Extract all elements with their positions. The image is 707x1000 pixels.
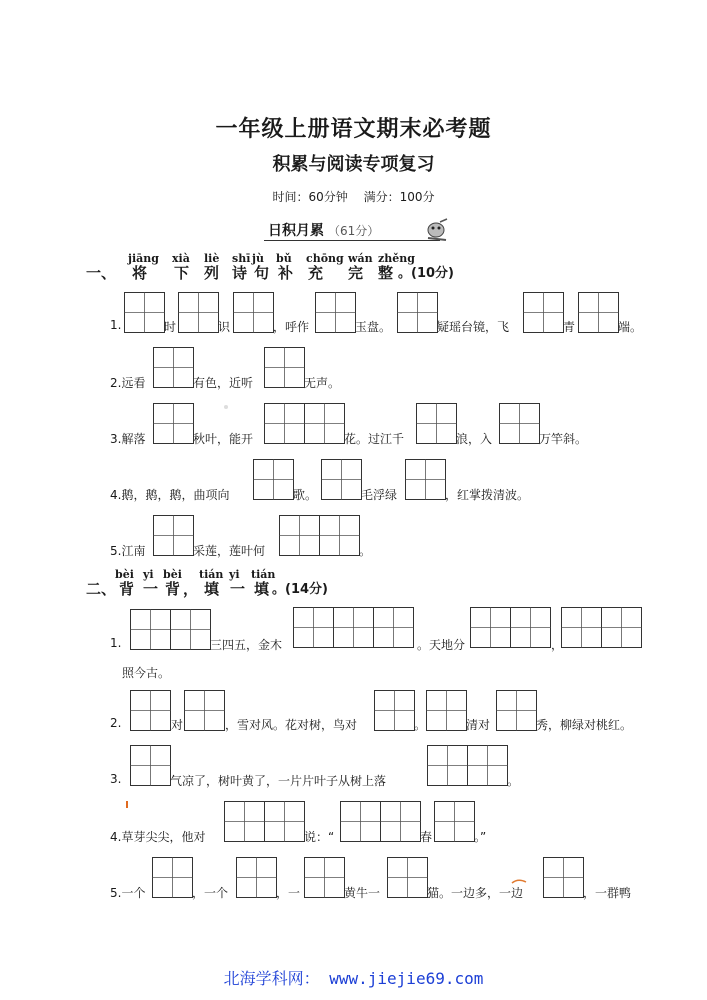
line-text: 猫。一边多，一边 — [427, 886, 524, 900]
line-text: 4.草芽尖尖，他对 — [110, 830, 206, 844]
pinyin: shī — [232, 252, 251, 265]
answer-box[interactable] — [153, 403, 194, 444]
line-text: 秀，柳绿对桃红。 — [536, 718, 633, 732]
line-text: 时 — [164, 320, 177, 334]
answer-box[interactable] — [578, 292, 619, 333]
writing-grid — [224, 801, 305, 842]
line-text: ，一群鸭 — [583, 886, 632, 900]
line-text: 毛浮绿 — [361, 488, 398, 502]
question-points: 。(10分) — [398, 266, 454, 281]
answer-box[interactable] — [153, 347, 194, 388]
question-number: 二、 — [86, 580, 117, 598]
writing-grid — [264, 403, 345, 444]
writing-grid — [523, 292, 564, 333]
answer-box[interactable] — [470, 607, 551, 648]
line-text: 说：“ — [304, 830, 335, 844]
pinyin: tián — [199, 568, 224, 581]
pinyin: jiāng — [128, 252, 159, 265]
line-text: 3.解落 — [110, 432, 146, 446]
section-underline — [264, 240, 440, 241]
line-text: ，呼作 — [273, 320, 310, 334]
line-text: 。 — [414, 718, 427, 732]
answer-box[interactable] — [561, 607, 642, 648]
heading-char: 一 — [143, 580, 159, 598]
writing-grid — [427, 745, 508, 786]
pinyin: bèi — [115, 568, 134, 581]
answer-box[interactable] — [304, 857, 345, 898]
answer-box[interactable] — [233, 292, 274, 333]
answer-box[interactable] — [397, 292, 438, 333]
heading-char: 下 — [174, 264, 190, 282]
line-text: 1. — [110, 636, 122, 650]
writing-grid — [153, 515, 194, 556]
heading-char: 填 — [254, 580, 270, 598]
writing-grid — [279, 515, 360, 556]
answer-box[interactable] — [130, 745, 171, 786]
heading-char: 背 — [165, 580, 181, 598]
writing-grid — [416, 403, 457, 444]
writing-grid — [153, 347, 194, 388]
heading-char: 完 — [348, 264, 364, 282]
answer-box[interactable] — [236, 857, 277, 898]
orange-speck-mark — [510, 876, 528, 886]
line-text: 5.一个 — [110, 886, 146, 900]
writing-grid — [387, 857, 428, 898]
exam-meta — [0, 188, 707, 205]
line-text: 浪，入 — [456, 432, 493, 446]
writing-grid — [374, 690, 415, 731]
writing-grid — [405, 459, 446, 500]
pinyin: jù — [252, 252, 264, 265]
line-text: 气凉了，树叶黄了，一片片叶子从树上落 — [170, 774, 387, 788]
answer-box[interactable] — [434, 801, 475, 842]
line-text: 对 — [171, 718, 184, 732]
answer-box[interactable] — [405, 459, 446, 500]
writing-grid — [426, 690, 467, 731]
heading-char: 填 — [204, 580, 220, 598]
answer-box[interactable] — [224, 801, 305, 842]
writing-grid — [293, 607, 414, 648]
scan-speck-mark — [222, 402, 230, 412]
line-text: 识 — [218, 320, 231, 334]
line-text: 春 — [420, 830, 433, 844]
line-text: ，一个 — [192, 886, 229, 900]
writing-grid — [340, 801, 421, 842]
time-limit: 时间：60分钟 — [272, 190, 348, 204]
heading-char: 列 — [204, 264, 220, 282]
line-text: 端。 — [618, 320, 643, 334]
line-text: 3. — [110, 772, 122, 786]
page-subtitle: 积累与阅读专项复习 — [272, 154, 435, 175]
heading-char: 背 — [119, 580, 135, 598]
pinyin: chōng — [306, 252, 344, 265]
pinyin: tián — [251, 568, 276, 581]
answer-box[interactable] — [253, 459, 294, 500]
page-title: 一年级上册语文期末必考题 — [215, 117, 492, 142]
answer-box[interactable] — [293, 607, 414, 648]
answer-box[interactable] — [124, 292, 165, 333]
writing-grid — [178, 292, 219, 333]
answer-box[interactable] — [374, 690, 415, 731]
pinyin: zhěng — [378, 252, 415, 265]
line-text: 清对 — [466, 718, 491, 732]
line-text: 歌。 — [293, 488, 318, 502]
writing-grid — [561, 607, 642, 648]
line-text: 有色，近听 — [193, 376, 254, 390]
line-text: 4.鹅，鹅，鹅，曲项向 — [110, 488, 230, 502]
writing-grid — [543, 857, 584, 898]
pinyin: wán — [348, 252, 373, 265]
heading-char: 诗 — [232, 264, 248, 282]
footer-watermark: 北海学科网： www.jiejie69.com — [223, 969, 484, 988]
writing-grid — [184, 690, 225, 731]
answer-box[interactable] — [321, 459, 362, 500]
writing-grid — [124, 292, 165, 333]
answer-box[interactable] — [130, 609, 211, 650]
pinyin: liè — [204, 252, 220, 265]
question-number: 一、 — [86, 264, 117, 282]
heading-char: ， — [183, 580, 199, 598]
line-text: 花。过江千 — [344, 432, 405, 446]
full-score: 满分：100分 — [363, 190, 435, 204]
writing-grid — [397, 292, 438, 333]
answer-box[interactable] — [315, 292, 356, 333]
orange-speck-mark — [124, 800, 130, 810]
heading-char: 将 — [132, 264, 148, 282]
line-text: 。 — [359, 544, 372, 558]
answer-box[interactable] — [152, 857, 193, 898]
section-name: 日积月累 — [268, 223, 324, 239]
heading-char: 整 — [378, 264, 394, 282]
line-text: ，雪对风。花对树，鸟对 — [225, 718, 358, 732]
answer-box[interactable] — [279, 515, 360, 556]
question-points: 。(14分) — [272, 582, 328, 597]
line-text: 黄牛一 — [344, 886, 381, 900]
writing-grid — [130, 609, 211, 650]
heading-char: 补 — [278, 264, 294, 282]
answer-box[interactable] — [416, 403, 457, 444]
writing-grid — [321, 459, 362, 500]
writing-grid — [496, 690, 537, 731]
answer-box[interactable] — [153, 515, 194, 556]
writing-grid — [236, 857, 277, 898]
writing-grid — [470, 607, 551, 648]
writing-grid — [253, 459, 294, 500]
answer-box[interactable] — [543, 857, 584, 898]
writing-grid — [152, 857, 193, 898]
pinyin: xià — [172, 252, 190, 265]
line-text: 秋叶，能开 — [193, 432, 254, 446]
line-text: 采莲，莲叶何 — [193, 544, 266, 558]
answer-box[interactable] — [499, 403, 540, 444]
line-text: 无声。 — [304, 376, 341, 390]
line-text: 万竿斜。 — [539, 432, 588, 446]
line-text: 。 — [507, 774, 520, 788]
pinyin: yi — [229, 568, 240, 581]
line-text: 。天地分 — [417, 638, 466, 652]
answer-box[interactable] — [264, 403, 345, 444]
section-score: （61分） — [328, 224, 380, 238]
line-text: ， — [551, 638, 564, 652]
line-text: 1. — [110, 318, 122, 332]
writing-grid — [499, 403, 540, 444]
line-text: 青 — [563, 320, 576, 334]
answer-box[interactable] — [496, 690, 537, 731]
writing-grid — [304, 857, 345, 898]
line-text: 照今古。 — [122, 666, 171, 680]
answer-box[interactable] — [427, 745, 508, 786]
line-text: ，红掌拨清波。 — [445, 488, 530, 502]
mascot-icon — [422, 218, 452, 242]
line-text: 2.远看 — [110, 376, 146, 390]
pinyin: bèi — [163, 568, 182, 581]
answer-box[interactable] — [264, 347, 305, 388]
writing-grid — [264, 347, 305, 388]
line-text: ，一 — [276, 886, 301, 900]
line-text: 疑瑶台镜，飞 — [437, 320, 510, 334]
writing-grid — [233, 292, 274, 333]
line-text: 三四五，金木 — [210, 638, 283, 652]
section-banner — [268, 220, 379, 240]
writing-grid — [578, 292, 619, 333]
writing-grid — [153, 403, 194, 444]
heading-char: 充 — [308, 264, 324, 282]
answer-box[interactable] — [426, 690, 467, 731]
pinyin: yi — [143, 568, 154, 581]
line-text: 5.江南 — [110, 544, 146, 558]
line-text: 2. — [110, 716, 122, 730]
line-text: 。” — [474, 830, 487, 844]
writing-grid — [315, 292, 356, 333]
answer-box[interactable] — [523, 292, 564, 333]
line-text: 玉盘。 — [355, 320, 392, 334]
answer-box[interactable] — [130, 690, 171, 731]
answer-box[interactable] — [184, 690, 225, 731]
pinyin: bǔ — [276, 252, 292, 265]
answer-box[interactable] — [340, 801, 421, 842]
writing-grid — [434, 801, 475, 842]
heading-char: 一 — [230, 580, 246, 598]
heading-char: 句 — [254, 264, 270, 282]
writing-grid — [130, 690, 171, 731]
answer-box[interactable] — [387, 857, 428, 898]
answer-box[interactable] — [178, 292, 219, 333]
writing-grid — [130, 745, 171, 786]
